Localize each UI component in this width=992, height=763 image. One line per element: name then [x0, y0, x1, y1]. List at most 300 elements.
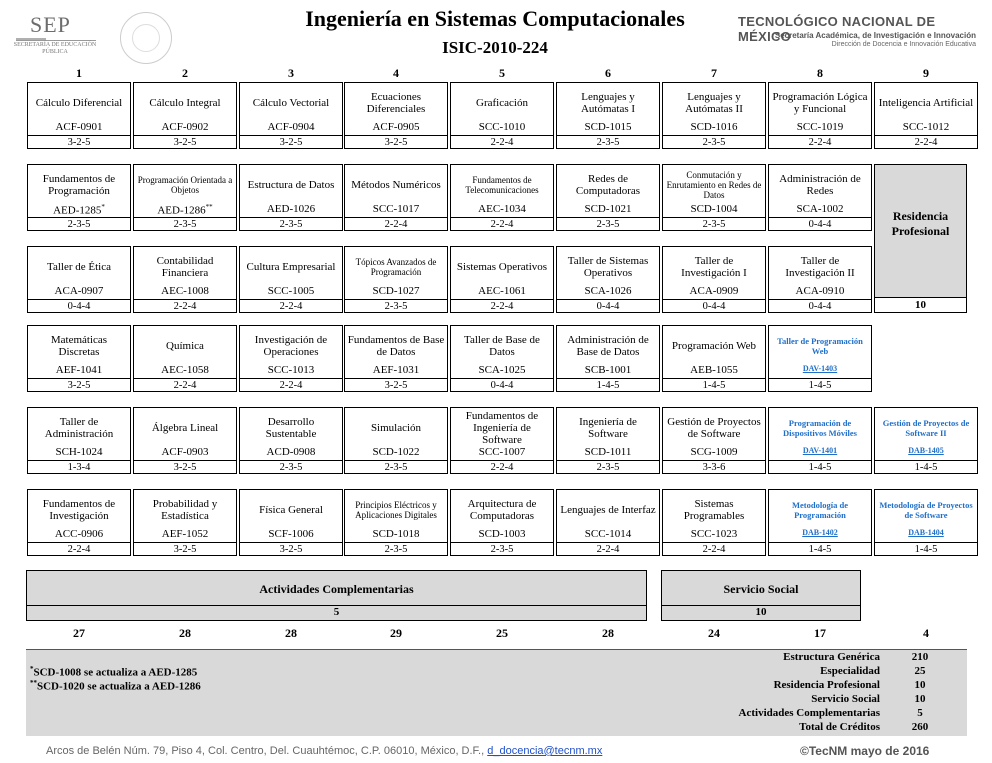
course-name: Gestión de Proyectos de Software — [667, 415, 761, 440]
course-code-text: SCA-1002 — [796, 203, 844, 215]
course-box — [768, 246, 872, 313]
course-code-text: ACF-0901 — [55, 121, 103, 133]
course-code-text: SCB-1001 — [584, 364, 632, 376]
course-box — [768, 407, 872, 474]
course-name: Lenguajes y Autómatas I — [580, 90, 636, 115]
course-credits: 3-2-5 — [240, 135, 342, 150]
summary-value: 10 — [914, 679, 926, 691]
course-box — [556, 82, 660, 149]
servicio-credits: 10 — [662, 605, 860, 620]
course-name: Contabilidad Financiera — [156, 254, 214, 279]
course-box — [344, 325, 448, 392]
course-name: Métodos Numéricos — [351, 178, 441, 191]
course-code-text: AED-1026 — [266, 203, 316, 215]
course-box — [662, 246, 766, 313]
course-credits: 3-2-5 — [134, 542, 236, 557]
course-box — [344, 82, 448, 149]
course-code — [345, 446, 447, 458]
semester-total: 28 — [602, 626, 614, 640]
course-box — [874, 82, 978, 149]
course-box — [556, 164, 660, 231]
semester-total: 28 — [179, 626, 191, 640]
course-name: Fundamentos de Investigación — [42, 497, 116, 522]
course-code — [875, 446, 977, 455]
servicio-label: Servicio Social — [723, 582, 799, 596]
course-code — [28, 285, 130, 297]
semester-number: 7 — [711, 66, 717, 80]
page-title: Ingeniería en Sistemas Computacionales — [305, 6, 685, 31]
course-code — [345, 285, 447, 297]
course-name: Sistemas Programables — [683, 497, 745, 522]
semester-total: 27 — [73, 626, 85, 640]
course-credits: 2-2-4 — [557, 542, 659, 557]
course-code-text: SCA-1026 — [584, 285, 632, 297]
course-credits: 2-2-4 — [451, 460, 553, 475]
course-note-mark: * — [101, 203, 105, 211]
course-code — [769, 446, 871, 455]
course-name: Metodología de Programación — [792, 499, 848, 520]
course-name: Ecuaciones Diferenciales — [366, 90, 426, 115]
course-box — [450, 489, 554, 556]
course-code — [134, 285, 236, 297]
course-credits: 1-4-5 — [875, 542, 977, 557]
course-code-text: AED-1285 — [53, 204, 102, 217]
course-credits: 3-2-5 — [28, 135, 130, 150]
summary-label: Estructura Genérica — [783, 651, 880, 663]
course-code — [28, 121, 130, 133]
course-name: Fundamentos de Programación — [42, 172, 116, 197]
course-code-text: SCC-1007 — [478, 446, 526, 458]
course-code-text: ACD-0908 — [266, 446, 316, 458]
course-credits: 2-3-5 — [240, 460, 342, 475]
semester-number: 3 — [288, 66, 294, 80]
course-credits: 0-4-4 — [769, 299, 871, 314]
course-code — [451, 121, 553, 133]
course-name: Inteligencia Artificial — [878, 96, 974, 109]
course-name: Programación Web — [671, 339, 757, 352]
course-box — [556, 489, 660, 556]
course-box — [27, 407, 131, 474]
course-name: Lenguajes y Autómatas II — [685, 90, 743, 115]
course-name: Principios Eléctricos y Aplicaciones Digitales — [355, 499, 437, 520]
course-box — [344, 164, 448, 231]
residencia-label: Residencia Profesional — [891, 209, 950, 238]
semester-number: 8 — [817, 66, 823, 80]
course-name: Química — [166, 339, 204, 352]
course-box — [768, 82, 872, 149]
course-credits: 1-4-5 — [663, 378, 765, 393]
course-code — [557, 285, 659, 297]
course-code-text: DAB-1405 — [908, 446, 944, 455]
semester-total: 29 — [390, 626, 402, 640]
plan-code: ISIC-2010-224 — [442, 38, 548, 57]
course-code — [28, 203, 130, 217]
course-code-text: SCD-1018 — [372, 528, 420, 540]
course-credits: 2-2-4 — [875, 135, 977, 150]
course-box — [662, 407, 766, 474]
course-box — [133, 164, 237, 231]
course-code — [345, 121, 447, 133]
course-box — [239, 82, 343, 149]
course-code-text: ACF-0903 — [161, 446, 209, 458]
course-box — [27, 489, 131, 556]
email-link[interactable]: d_docencia@tecnm.mx — [487, 745, 603, 757]
course-credits: 0-4-4 — [769, 217, 871, 232]
course-code — [345, 203, 447, 215]
course-name: Física General — [259, 503, 323, 516]
course-code — [769, 121, 871, 133]
course-box — [662, 82, 766, 149]
course-code — [557, 446, 659, 458]
course-note-mark: ** — [205, 203, 213, 211]
course-code — [451, 446, 553, 458]
course-code — [663, 285, 765, 297]
course-code-text: AEC-1058 — [161, 364, 209, 376]
course-credits: 3-2-5 — [345, 378, 447, 393]
summary-label: Especialidad — [820, 665, 880, 677]
course-name: Ingeniería de Software — [579, 415, 637, 440]
copyright: ©TecNM mayo de 2016 — [800, 744, 930, 758]
summary-label: Residencia Profesional — [773, 679, 880, 691]
semester-total: 4 — [923, 626, 929, 640]
course-code — [134, 528, 236, 540]
course-box — [768, 489, 872, 556]
course-code — [663, 446, 765, 458]
course-code-text: ACF-0905 — [372, 121, 420, 133]
course-box — [133, 246, 237, 313]
course-name: Cultura Empresarial — [246, 260, 336, 273]
course-code — [28, 528, 130, 540]
summary-value: 10 — [914, 693, 926, 705]
course-box — [556, 246, 660, 313]
course-code-text: SCC-1014 — [584, 528, 632, 540]
course-credits: 1-4-5 — [769, 378, 871, 393]
course-credits: 3-2-5 — [134, 460, 236, 475]
course-name: Sistemas Operativos — [456, 260, 548, 273]
course-box — [27, 164, 131, 231]
course-credits: 2-3-5 — [663, 217, 765, 232]
course-code-text: ACF-0902 — [161, 121, 209, 133]
course-credits: 0-4-4 — [28, 299, 130, 314]
summary-label: Total de Créditos — [799, 721, 880, 733]
course-name: Conmutación y Enrutamiento en Redes de Datos — [666, 169, 762, 200]
course-code-text: SCD-1004 — [690, 203, 738, 215]
actividades-credits: 5 — [27, 605, 646, 620]
course-credits: 2-2-4 — [451, 217, 553, 232]
address-text: Arcos de Belén Núm. 79, Piso 4, Col. Centro, Del. Cuauhtémoc, C.P. 06010, México, D.F., — [46, 745, 485, 757]
course-box — [662, 325, 766, 392]
course-credits: 1-4-5 — [769, 460, 871, 475]
course-code — [663, 528, 765, 540]
course-credits: 1-4-5 — [557, 378, 659, 393]
course-code-text: SCC-1017 — [372, 203, 420, 215]
course-credits: 3-2-5 — [345, 135, 447, 150]
course-code-text: SCC-1005 — [267, 285, 315, 297]
course-name: Taller de Administración — [44, 415, 114, 440]
course-box — [450, 82, 554, 149]
course-name: Fundamentos de Telecomunicaciones — [465, 174, 539, 195]
course-credits: 3-2-5 — [134, 135, 236, 150]
course-credits: 2-3-5 — [557, 135, 659, 150]
course-code-text: ACA-0910 — [795, 285, 845, 297]
sep-logo-subtitle: SECRETARÍA DE EDUCACIÓN PÚBLICA — [13, 42, 97, 55]
semester-number: 5 — [499, 66, 505, 80]
course-box — [239, 246, 343, 313]
course-credits: 2-3-5 — [663, 135, 765, 150]
course-box — [239, 325, 343, 392]
course-code — [875, 528, 977, 537]
course-code — [240, 364, 342, 376]
course-code-text: DAV-1403 — [802, 364, 838, 373]
course-credits: 2-3-5 — [134, 217, 236, 232]
course-name: Probabilidad y Estadística — [152, 497, 218, 522]
course-name: Redes de Computadoras — [575, 172, 641, 197]
course-code — [240, 528, 342, 540]
course-code-text: SCD-1021 — [584, 203, 632, 215]
course-credits: 2-2-4 — [28, 542, 130, 557]
semester-total: 17 — [814, 626, 826, 640]
course-credits: 2-3-5 — [240, 217, 342, 232]
summary-value: 260 — [911, 721, 929, 733]
semester-total: 24 — [708, 626, 720, 640]
course-code-text: SCC-1010 — [478, 121, 526, 133]
semester-number: 9 — [923, 66, 929, 80]
course-credits: 2-3-5 — [28, 217, 130, 232]
course-name: Metodología de Proyectos de Software — [879, 499, 973, 520]
residencia-profesional-box — [874, 164, 967, 313]
course-credits: 2-2-4 — [769, 135, 871, 150]
course-credits: 2-2-4 — [345, 217, 447, 232]
course-box — [239, 164, 343, 231]
course-name: Arquitectura de Computadoras — [467, 497, 537, 522]
course-code — [134, 364, 236, 376]
course-credits: 1-4-5 — [875, 460, 977, 475]
institution-name: TECNOLÓGICO NACIONAL DE MÉXICO — [738, 14, 936, 44]
course-name: Programación Orientada a Objetos — [137, 174, 233, 195]
course-credits: 3-3-6 — [663, 460, 765, 475]
course-name: Álgebra Lineal — [151, 421, 219, 434]
course-credits: 2-2-4 — [134, 299, 236, 314]
course-code — [663, 203, 765, 215]
course-box — [133, 325, 237, 392]
servicio-social-box — [661, 570, 861, 621]
course-box — [768, 164, 872, 231]
course-code-text: ACA-0909 — [689, 285, 739, 297]
course-code-text: AEC-1061 — [478, 285, 526, 297]
course-box — [874, 407, 978, 474]
course-code-text: ACC-0906 — [54, 528, 104, 540]
course-code — [28, 446, 130, 458]
course-name: Programación de Dispositivos Móviles — [783, 417, 857, 438]
course-box — [344, 489, 448, 556]
actividades-label: Actividades Complementarias — [259, 582, 414, 596]
course-code — [451, 203, 553, 215]
course-code — [134, 121, 236, 133]
course-code — [240, 121, 342, 133]
course-name: Estructura de Datos — [247, 178, 335, 191]
course-credits: 2-3-5 — [451, 542, 553, 557]
semester-total: 28 — [285, 626, 297, 640]
summary-value: 25 — [914, 665, 926, 677]
course-code-text: AEF-1052 — [161, 528, 209, 540]
semester-number: 1 — [76, 66, 82, 80]
direccion-name: Dirección de Docencia e Innovación Educativa — [831, 41, 976, 48]
course-credits: 2-3-5 — [557, 460, 659, 475]
course-credits: 2-2-4 — [451, 299, 553, 314]
course-code-text: AEB-1055 — [690, 364, 738, 376]
course-code — [875, 121, 977, 133]
course-credits: 0-4-4 — [557, 299, 659, 314]
course-code — [557, 203, 659, 215]
course-code — [769, 285, 871, 297]
course-code-text: SCD-1003 — [478, 528, 526, 540]
course-name: Programación Lógica y Funcional — [772, 90, 868, 115]
course-code — [557, 528, 659, 540]
course-code-text: SCD-1027 — [372, 285, 420, 297]
course-box — [556, 407, 660, 474]
course-name: Taller de Investigación II — [785, 254, 855, 279]
course-credits: 1-3-4 — [28, 460, 130, 475]
course-code-text: ACF-0904 — [267, 121, 315, 133]
course-code-text: ACA-0907 — [54, 285, 104, 297]
course-credits: 3-2-5 — [28, 378, 130, 393]
course-credits: 1-4-5 — [769, 542, 871, 557]
course-code-text: SCD-1016 — [690, 121, 738, 133]
course-name: Fundamentos de Base de Datos — [347, 333, 445, 358]
summary-label: Actividades Complementarias — [738, 707, 880, 719]
course-code-text: DAB-1404 — [908, 528, 944, 537]
course-name: Administración de Base de Datos — [567, 333, 649, 358]
semester-total: 25 — [496, 626, 508, 640]
course-box — [133, 82, 237, 149]
course-code-text: AED-1286 — [157, 204, 206, 217]
course-box — [450, 325, 554, 392]
course-code — [663, 121, 765, 133]
semester-number: 2 — [182, 66, 188, 80]
course-name: Taller de Programación Web — [777, 335, 863, 356]
course-name: Taller de Sistemas Operativos — [567, 254, 649, 279]
course-name: Taller de Investigación I — [681, 254, 747, 279]
actividades-complementarias-box — [26, 570, 647, 621]
course-code — [557, 364, 659, 376]
course-box — [450, 246, 554, 313]
course-credits: 3-2-5 — [240, 542, 342, 557]
course-credits: 2-2-4 — [240, 299, 342, 314]
course-name: Lenguajes de Interfaz — [560, 503, 656, 516]
secretaria-name: Secretaría Académica, de Investigación e Innovación — [774, 31, 976, 40]
course-code-text: SCF-1006 — [268, 528, 314, 540]
course-box — [450, 164, 554, 231]
course-code — [134, 203, 236, 217]
course-code — [451, 285, 553, 297]
course-credits: 2-2-4 — [134, 378, 236, 393]
course-name: Investigación de Operaciones — [254, 333, 328, 358]
course-code-text: AEC-1008 — [161, 285, 209, 297]
course-name: Cálculo Vectorial — [252, 96, 330, 109]
course-box — [556, 325, 660, 392]
course-code-text: SCH-1024 — [55, 446, 103, 458]
sep-logo-text: SEP — [30, 12, 71, 37]
course-code-text: SCC-1019 — [796, 121, 844, 133]
course-credits: 2-3-5 — [345, 299, 447, 314]
course-box — [344, 246, 448, 313]
course-code-text: SCA-1025 — [478, 364, 526, 376]
course-box — [133, 489, 237, 556]
course-name: Desarrollo Sustentable — [265, 415, 317, 440]
course-box — [768, 325, 872, 392]
note-2: **SCD-1020 se actualiza a AED-1286 — [30, 679, 201, 693]
course-code-text: SCD-1011 — [584, 446, 632, 458]
course-code — [345, 528, 447, 540]
course-name: Taller de Base de Datos — [464, 333, 540, 358]
course-code-text: DAB-1402 — [802, 528, 838, 537]
course-code — [451, 364, 553, 376]
footer-address — [46, 745, 602, 757]
course-credits: 2-3-5 — [345, 542, 447, 557]
semester-number: 6 — [605, 66, 611, 80]
course-credits: 2-2-4 — [451, 135, 553, 150]
course-credits: 2-3-5 — [345, 460, 447, 475]
course-code-text: DAV-1401 — [802, 446, 838, 455]
summary-value: 210 — [911, 651, 929, 663]
course-code — [451, 528, 553, 540]
course-box — [239, 489, 343, 556]
course-code-text: SCC-1023 — [690, 528, 738, 540]
course-credits: 0-4-4 — [663, 299, 765, 314]
course-code-text: AEF-1031 — [372, 364, 420, 376]
course-code — [28, 364, 130, 376]
course-name: Fundamentos de Ingeniería de Software — [465, 409, 539, 446]
note-1: *SCD-1008 se actualiza a AED-1285 — [30, 665, 198, 679]
course-name: Cálculo Integral — [149, 96, 221, 109]
course-box — [662, 164, 766, 231]
course-code-text: AEC-1034 — [478, 203, 526, 215]
course-code — [240, 203, 342, 215]
course-credits: 2-2-4 — [240, 378, 342, 393]
course-credits: 0-4-4 — [451, 378, 553, 393]
course-code-text: SCC-1013 — [267, 364, 315, 376]
course-name: Simulación — [370, 421, 422, 434]
course-code — [557, 121, 659, 133]
course-box — [27, 82, 131, 149]
residencia-credits: 10 — [875, 297, 966, 312]
course-code — [769, 364, 871, 373]
course-code-text: SCD-1022 — [372, 446, 420, 458]
course-box — [239, 407, 343, 474]
course-code — [345, 364, 447, 376]
course-box — [874, 489, 978, 556]
course-code — [769, 528, 871, 537]
course-name: Taller de Ética — [47, 260, 111, 273]
course-code-text: AEF-1041 — [55, 364, 103, 376]
course-code — [240, 446, 342, 458]
course-code-text: SCG-1009 — [690, 446, 738, 458]
course-credits: 2-2-4 — [663, 542, 765, 557]
course-code-text: SCD-1015 — [584, 121, 632, 133]
summary-label: Servicio Social — [811, 693, 880, 705]
course-box — [27, 325, 131, 392]
course-box — [27, 246, 131, 313]
course-code — [134, 446, 236, 458]
semester-number: 4 — [393, 66, 399, 80]
summary-value: 5 — [917, 707, 923, 719]
course-name: Cálculo Diferencial — [35, 96, 123, 109]
mexico-seal-inner-icon — [132, 24, 160, 52]
course-box — [133, 407, 237, 474]
course-name: Gestión de Proyectos de Software II — [882, 417, 970, 438]
course-name: Matemáticas Discretas — [50, 333, 108, 358]
course-credits: 2-3-5 — [557, 217, 659, 232]
